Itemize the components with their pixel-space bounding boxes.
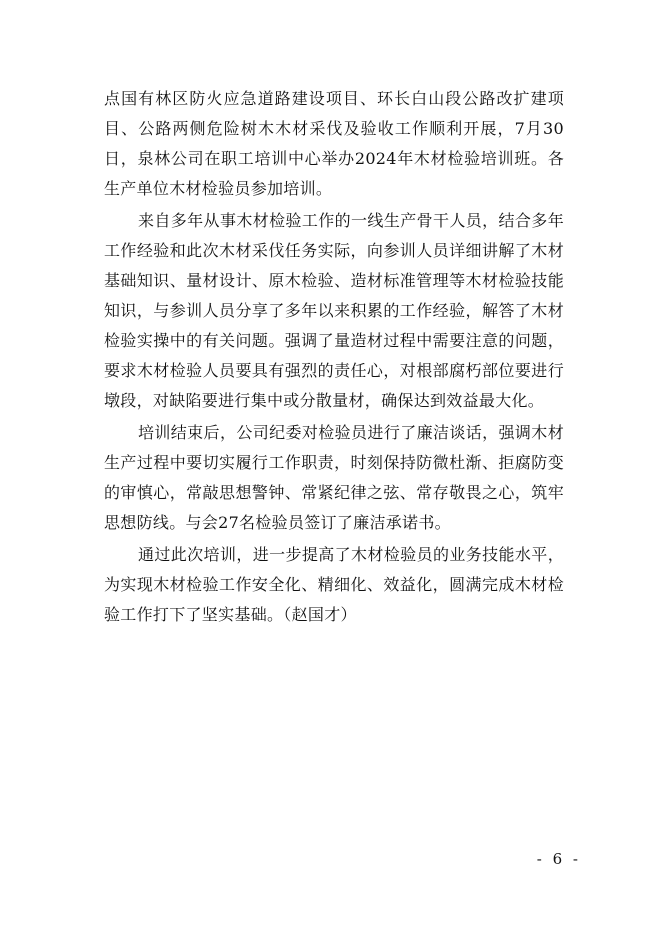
page-number: - 6 - [536, 850, 581, 868]
paragraph-conclusion: 通过此次培训，进一步提高了木材检验员的业务技能水平，为实现木材检验工作安全化、精细化、效益化，圆满完成木材检验工作打下了坚实基础。（赵国才） [104, 545, 564, 624]
article-body [104, 84, 564, 632]
paragraph-integrity-talk: 培训结束后，公司纪委对检验员进行了廉洁谈话，强调木材生产过程中要切实履行工作职责，时刻保持防微杜渐、拒腐防变的审慎心，常敲思想警钟、常紧纪律之弦、常存敬畏之心，筑牢思想防线。与会27名检验员签订了廉洁承诺书。 [104, 423, 564, 532]
paragraph-training-content: 来自多年从事木材检验工作的一线生产骨干人员，结合多年工作经验和此次木材采伐任务实际，向参训人员详细讲解了木材基础知识、量材设计、原木检验、造材标准管理等木材检验技能知识，与参训人员分享了多年以来积累的工作经验，解答了木材检验实操中的有关问题。强调了量造材过程中需要注意的问题，要求木材检验人员要具有强烈的责任心，对根部腐朽部位要进行墩段，对缺陷要进行集中或分散量材，确保达到效益最大化。 [104, 211, 564, 410]
paragraph-continuation: 点国有林区防火应急道路建设项目、环长白山段公路改扩建项目、公路两侧危险树木木材采伐及验收工作顺利开展，7月30日，泉林公司在职工培训中心举办2024年木材检验培训班。各生产单位木材检验员参加培训。 [104, 89, 564, 198]
